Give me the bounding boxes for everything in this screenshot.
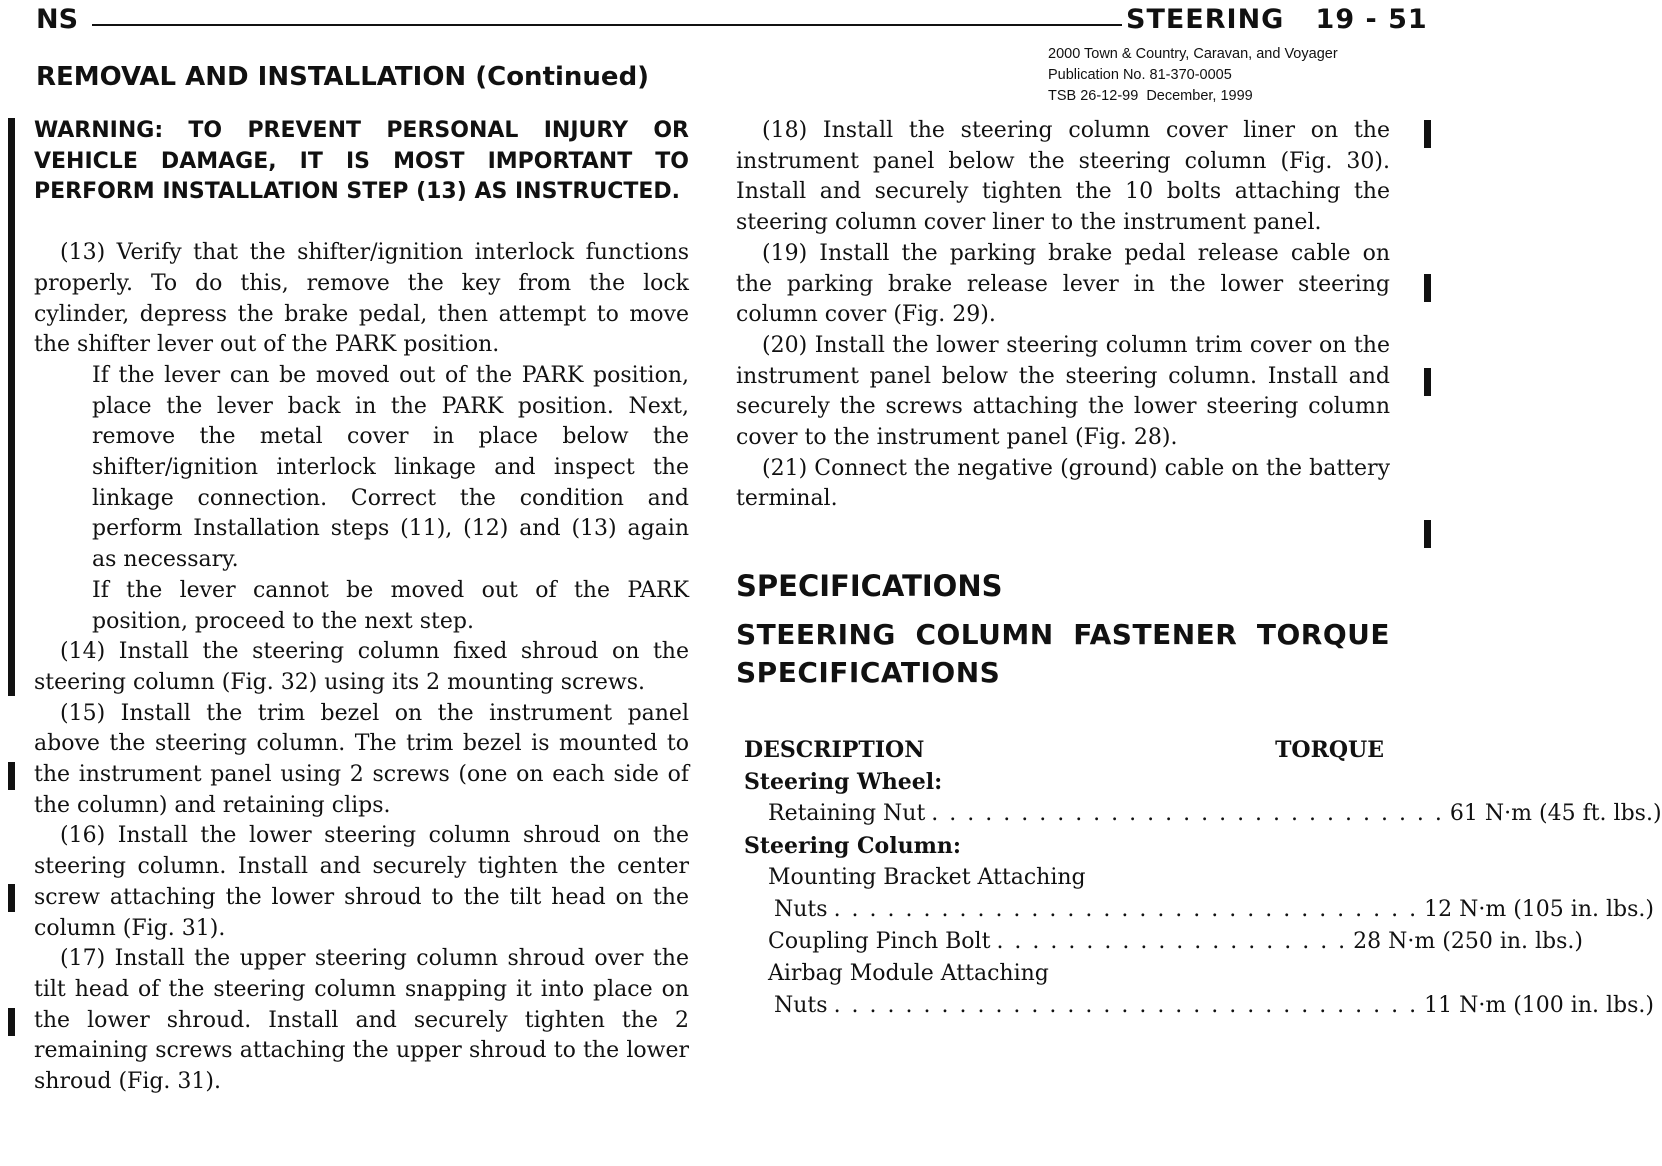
- table-row: [744, 926, 1584, 958]
- step-17: (17) Install the upper steering column shroud over the tilt head of the steering column snapping it into place on the lower shroud. Install and securely tighten the 2 remaining screws attaching the upper shroud to the lower shroud (Fig. 31).: [34, 946, 689, 1095]
- step-21: (21) Connect the negative (ground) cable on the battery terminal.: [736, 455, 1390, 512]
- torque-table: [744, 734, 1662, 1022]
- change-bar: [1424, 368, 1431, 396]
- leader-dots: . . . . . . . . . . . . . . . . . . . . . . . . . . . . . . . . .: [833, 896, 1419, 922]
- change-bar: [8, 884, 15, 912]
- change-bar: [8, 762, 15, 790]
- step-18: (18) Install the steering column cover liner on the instrument panel below the steering column (Fig. 30). Install and securely tighten the 10 bolts attaching the steering column cover liner to the instrument panel.: [736, 118, 1390, 236]
- step-14: (14) Install the steering column fixed shroud on the steering column (Fig. 32) using its 2 mounting screws.: [34, 639, 689, 695]
- leader-dots: . . . . . . . . . . . . . . . . . . . . . . . . . . . . . . . . .: [833, 992, 1419, 1018]
- header-rule: [92, 24, 1122, 26]
- torque-specs-heading: STEERING COLUMN FASTENER TORQUE SPECIFICATIONS: [736, 617, 1390, 689]
- step-20: (20) Install the lower steering column trim cover on the instrument panel below the steering column. Install and securely the screws attaching the lower steering column cover to the instrument panel (Fig. 28).: [736, 332, 1390, 451]
- row-label: Retaining Nut: [768, 800, 926, 826]
- leader-dots: . . . . . . . . . . . . . . . . . . . . . . . . . . . . .: [931, 800, 1444, 826]
- row-label-line1: Mounting Bracket Attaching: [768, 864, 1086, 890]
- pub-line-number: Publication No. 81-370-0005: [1048, 67, 1232, 83]
- col-description: DESCRIPTION: [744, 736, 925, 763]
- step-13-if-not-moved: If the lever cannot be moved out of the PARK position, proceed to the next step.: [92, 577, 689, 634]
- step-13-if-moved: If the lever can be moved out of the PARK position, place the lever back in the PARK position. Next, remove the metal cover in place below the shifter/ignition interlock linkage and inspect the linkage connection. Correct the condition and perform Installation steps (11), (12) and (13) again as necessary.: [92, 362, 689, 573]
- table-row: [744, 990, 1654, 1022]
- row-value: 11 N·m (100 in. lbs.): [1424, 992, 1654, 1018]
- pub-line-tsb: TSB 26-12-99 December, 1999: [1048, 88, 1253, 104]
- row-label: Nuts: [774, 896, 828, 922]
- change-bar: [8, 1008, 15, 1036]
- change-bar: [8, 118, 15, 696]
- col-torque: TORQUE: [1275, 736, 1384, 763]
- change-bar: [1424, 520, 1431, 548]
- table-row: [744, 894, 1654, 926]
- running-head: STEERING 19 - 51: [1126, 4, 1428, 35]
- publication-info: [1048, 44, 1338, 107]
- left-column: [34, 116, 689, 1098]
- warning-text: WARNING: TO PREVENT PERSONAL INJURY OR VEHICLE DAMAGE, IT IS MOST IMPORTANT TO PERFORM INSTALLATION STEP (13) AS INSTRUCTED.: [34, 118, 689, 205]
- row-value: 12 N·m (105 in. lbs.): [1424, 896, 1654, 922]
- row-label: Nuts: [774, 992, 828, 1018]
- change-bar: [1424, 120, 1431, 148]
- step-13: (13) Verify that the shifter/ignition interlock functions properly. To do this, remove the key from the lock cylinder, depress the brake pedal, then attempt to move the shifter lever out of the PARK position.: [34, 240, 689, 358]
- row-value: 61 N·m (45 ft. lbs.): [1449, 800, 1662, 826]
- header-code: NS: [36, 4, 79, 35]
- table-row: [744, 798, 1662, 830]
- specifications-heading: SPECIFICATIONS: [736, 569, 1003, 604]
- step-16: (16) Install the lower steering column shroud on the steering column. Install and securely tighten the center screw attaching the lower shroud to the tilt head on the column (Fig. 31).: [34, 823, 689, 941]
- row-label: Coupling Pinch Bolt: [768, 928, 991, 954]
- change-bar: [1424, 274, 1431, 302]
- section-title: REMOVAL AND INSTALLATION (Continued): [36, 62, 650, 92]
- step-19: (19) Install the parking brake pedal release cable on the parking brake release lever in the lower steering column cover (Fig. 29).: [736, 240, 1390, 328]
- pub-line-vehicles: 2000 Town & Country, Caravan, and Voyager: [1048, 46, 1338, 62]
- row-label-line1: Airbag Module Attaching: [768, 960, 1049, 986]
- torque-table-header: [744, 734, 1384, 766]
- group-steering-wheel: Steering Wheel:: [744, 768, 943, 795]
- leader-dots: . . . . . . . . . . . . . . . . . . . .: [996, 928, 1348, 954]
- step-15: (15) Install the trim bezel on the instrument panel above the steering column. The trim bezel is mounted to the instrument panel using 2 screws (one on each side of the column) and retaining clips.: [34, 700, 689, 818]
- group-steering-column: Steering Column:: [744, 832, 961, 859]
- row-value: 28 N·m (250 in. lbs.): [1353, 928, 1584, 954]
- right-column: [736, 116, 1662, 1022]
